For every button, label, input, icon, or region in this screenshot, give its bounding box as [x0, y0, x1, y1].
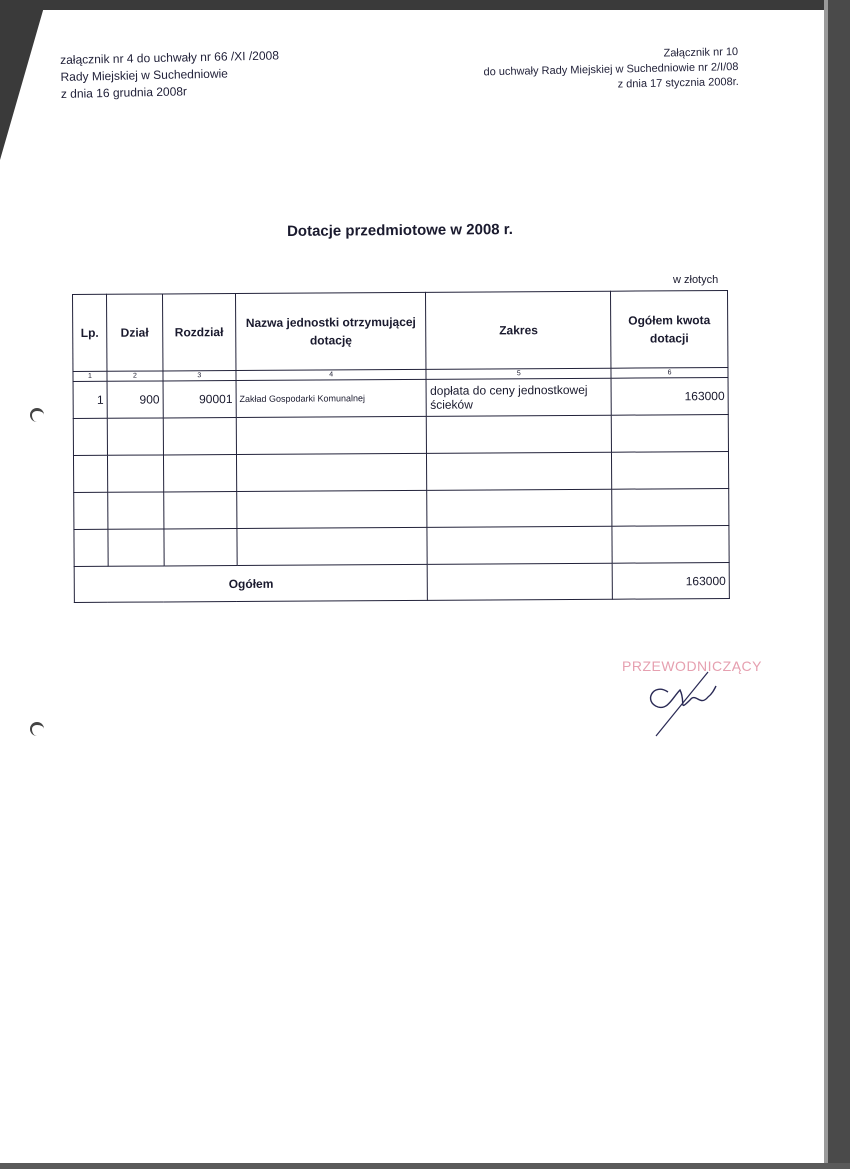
empty-cell	[163, 454, 236, 491]
empty-cell	[612, 488, 729, 526]
column-number: 2	[107, 371, 163, 381]
table-row-empty	[73, 414, 728, 455]
cell-dzial: 900	[107, 381, 163, 418]
empty-cell	[108, 492, 164, 529]
empty-cell	[164, 528, 237, 565]
empty-cell	[427, 415, 612, 453]
table-row-empty	[74, 488, 729, 529]
header-left-line1: załącznik nr 4 do uchwały nr 66 /XI /2008	[60, 48, 280, 67]
stamp-text: PRZEWODNICZĄCY	[622, 658, 762, 674]
header-right-line1: Załącznik nr 10	[663, 45, 739, 60]
header-right-line2: do uchwały Rady Miejskiej w Suchedniowie nr 2/I/08	[483, 60, 739, 79]
empty-cell	[74, 529, 108, 566]
table-row-empty	[73, 451, 728, 492]
empty-cell	[107, 455, 163, 492]
empty-cell	[611, 414, 728, 452]
header-lp: Lp.	[73, 294, 107, 371]
empty-cell	[108, 529, 164, 566]
header-kwota: Ogółem kwota dotacji	[611, 290, 728, 368]
scan-border-bottom	[0, 1163, 850, 1169]
empty-cell	[73, 455, 107, 492]
column-number: 3	[163, 371, 236, 381]
scan-border-right	[828, 0, 850, 1169]
empty-cell	[107, 418, 163, 455]
empty-cell	[74, 492, 108, 529]
column-number: 4	[236, 369, 427, 380]
header-left	[60, 47, 280, 103]
header-right	[483, 45, 739, 95]
header-zakres: Zakres	[426, 291, 611, 369]
punch-hole-mark	[30, 408, 44, 422]
empty-cell	[73, 418, 107, 455]
total-value: 163000	[612, 562, 729, 599]
header-nazwa: Nazwa jednostki otrzymującej dotację	[235, 292, 426, 370]
cell-kwota: 163000	[611, 377, 728, 415]
table-row	[73, 377, 728, 418]
empty-cell	[164, 491, 237, 528]
punch-hole-mark	[30, 722, 44, 736]
scan-border-top	[0, 0, 850, 10]
column-number: 1	[73, 371, 107, 381]
empty-cell	[612, 525, 729, 563]
subsidy-table	[72, 290, 730, 603]
total-empty-cell	[428, 563, 613, 600]
empty-cell	[236, 416, 427, 454]
table-header-row	[73, 290, 728, 371]
cell-nazwa: Zakład Gospodarki Komunalnej	[236, 379, 427, 417]
empty-cell	[427, 526, 612, 564]
empty-cell	[612, 451, 729, 489]
unit-note: w złotych	[673, 274, 719, 286]
column-number: 5	[426, 368, 611, 379]
empty-cell	[427, 452, 612, 490]
page-title: Dotacje przedmiotowe w 2008 r.	[286, 221, 514, 240]
cell-lp: 1	[73, 381, 107, 418]
empty-cell	[237, 527, 428, 565]
empty-cell	[163, 417, 236, 454]
cell-rozdzial: 90001	[163, 381, 236, 418]
total-row	[74, 562, 729, 602]
scan-corner-shadow	[0, 0, 46, 160]
empty-cell	[427, 489, 612, 527]
header-right-line3: z dnia 17 stycznia 2008r.	[617, 75, 739, 91]
signature-stamp	[608, 652, 778, 742]
empty-cell	[236, 453, 427, 491]
column-number: 6	[611, 367, 728, 378]
header-left-line3: z dnia 16 grudnia 2008r	[60, 84, 188, 101]
header-rozdzial: Rozdział	[162, 294, 235, 371]
total-label: Ogółem	[74, 564, 428, 602]
empty-cell	[237, 490, 428, 528]
header-left-line2: Rady Miejskiej w Suchedniowie	[60, 66, 229, 84]
table-row-empty	[74, 525, 729, 566]
cell-zakres: dopłata do ceny jednostkowej ścieków	[427, 378, 612, 416]
header-dzial: Dział	[106, 294, 162, 371]
